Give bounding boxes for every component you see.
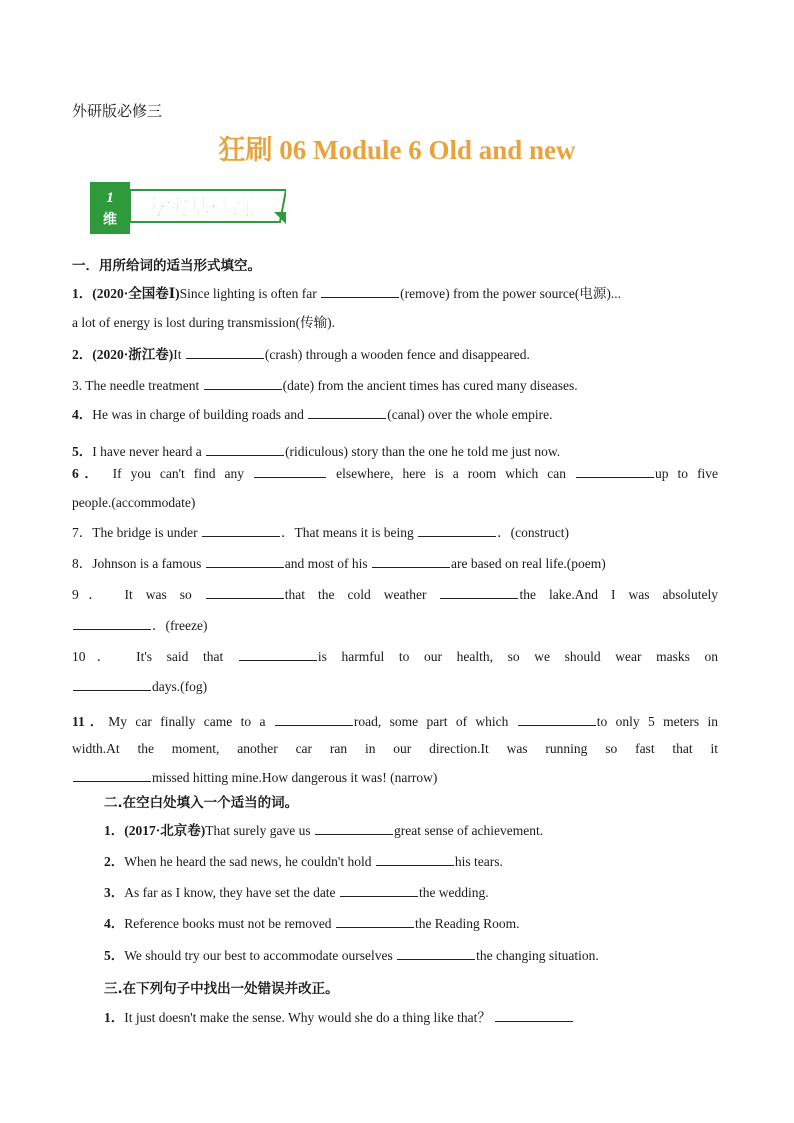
- answer-blank[interactable]: [73, 768, 151, 782]
- question-1-3: 3. The needle treatment (date) from the ancient times has cured many diseases.: [72, 378, 578, 393]
- answer-blank[interactable]: [206, 442, 284, 456]
- section-1-heading: 一．用所给词的适当形式填空。: [72, 258, 261, 274]
- question-1-1-cont: a lot of energy is lost during transmission(传输).: [72, 315, 335, 331]
- answer-blank[interactable]: [186, 345, 264, 359]
- section-3-heading: 三.在下列句子中找出一处错误并改正。: [104, 981, 339, 997]
- question-1-6: 6． If you can't find any elsewhere, here is a room which can up to five: [72, 466, 719, 481]
- answer-blank[interactable]: [495, 1008, 573, 1022]
- question-1-2: 2．(2020·浙江卷)It (crash) through a wooden fence and disappeared.: [72, 347, 530, 362]
- question-2-5: 5．We should try our best to accommodate ourselves the changing situation.: [104, 948, 599, 963]
- question-1-8: 8．Johnson is a famous and most of his are based on real life.(poem): [72, 556, 606, 571]
- answer-blank[interactable]: [340, 883, 418, 897]
- section-badge: [90, 182, 286, 234]
- answer-blank[interactable]: [275, 712, 353, 726]
- question-2-1: 1．(2017·北京卷)That surely gave us great sense of achievement.: [104, 823, 544, 838]
- answer-blank[interactable]: [73, 677, 151, 691]
- question-2-4: 4．Reference books must not be removed the Reading Room.: [104, 916, 520, 931]
- question-1-11: 11．My car finally came to a road, some part of which to only 5 meters in: [72, 714, 718, 729]
- answer-blank[interactable]: [206, 554, 284, 568]
- question-1-9: 9． It was so that the cold weather the lake.And I was absolutely: [72, 587, 719, 602]
- answer-blank[interactable]: [308, 405, 386, 419]
- answer-blank[interactable]: [397, 946, 475, 960]
- question-1-5: 5．I have never heard a (ridiculous) story than the one he told me just now.: [72, 444, 561, 459]
- answer-blank[interactable]: [73, 616, 151, 630]
- question-1-1: 1．(2020·全国卷Ⅰ)Since lighting is often far (remove) from the power source(电源)...: [72, 286, 621, 302]
- answer-blank[interactable]: [372, 554, 450, 568]
- question-1-10-cont: days.(fog): [72, 677, 207, 696]
- question-3-1: 1．It just doesn't make the sense. Why would she do a thing like that？: [104, 1008, 574, 1027]
- answer-blank[interactable]: [239, 647, 317, 661]
- subject-label: 外研版必修三: [72, 102, 163, 120]
- answer-blank[interactable]: [440, 585, 518, 599]
- answer-blank[interactable]: [315, 821, 393, 835]
- badge-char: 维: [103, 212, 117, 228]
- question-2-2: 2．When he heard the sad news, he couldn't hold his tears.: [104, 854, 503, 869]
- answer-blank[interactable]: [206, 585, 284, 599]
- answer-blank[interactable]: [321, 284, 399, 298]
- question-2-3: 3．As far as I know, they have set the date the wedding.: [104, 885, 489, 900]
- answer-blank[interactable]: [576, 464, 654, 478]
- question-1-6-cont: people.(accommodate): [72, 495, 196, 510]
- page-title: 狂刷 06 Module 6 Old and new: [218, 135, 576, 165]
- answer-blank[interactable]: [254, 464, 326, 478]
- question-1-11-cont: width.At the moment, another car ran in our direction.It was running so fast that it: [72, 741, 718, 756]
- answer-blank[interactable]: [518, 712, 596, 726]
- question-1-11-cont2: missed hitting mine.How dangerous it was! (narrow): [72, 768, 437, 787]
- question-1-10: 10． It's said that is harmful to our health, so we should wear masks on: [72, 649, 718, 664]
- badge-text: 夯实基础练: [144, 196, 255, 221]
- question-1-7: 7．The bridge is under ．That means it is being ．(construct): [72, 525, 570, 540]
- answer-blank[interactable]: [418, 523, 496, 537]
- answer-blank[interactable]: [202, 523, 280, 537]
- answer-blank[interactable]: [336, 914, 414, 928]
- section-2-heading: 二.在空白处填入一个适当的词。: [104, 795, 299, 811]
- badge-number: 1: [106, 190, 114, 206]
- answer-blank[interactable]: [204, 376, 282, 390]
- answer-blank[interactable]: [376, 852, 454, 866]
- question-1-9-cont: ．(freeze): [72, 616, 207, 635]
- question-1-4: 4．He was in charge of building roads and (canal) over the whole empire.: [72, 407, 553, 422]
